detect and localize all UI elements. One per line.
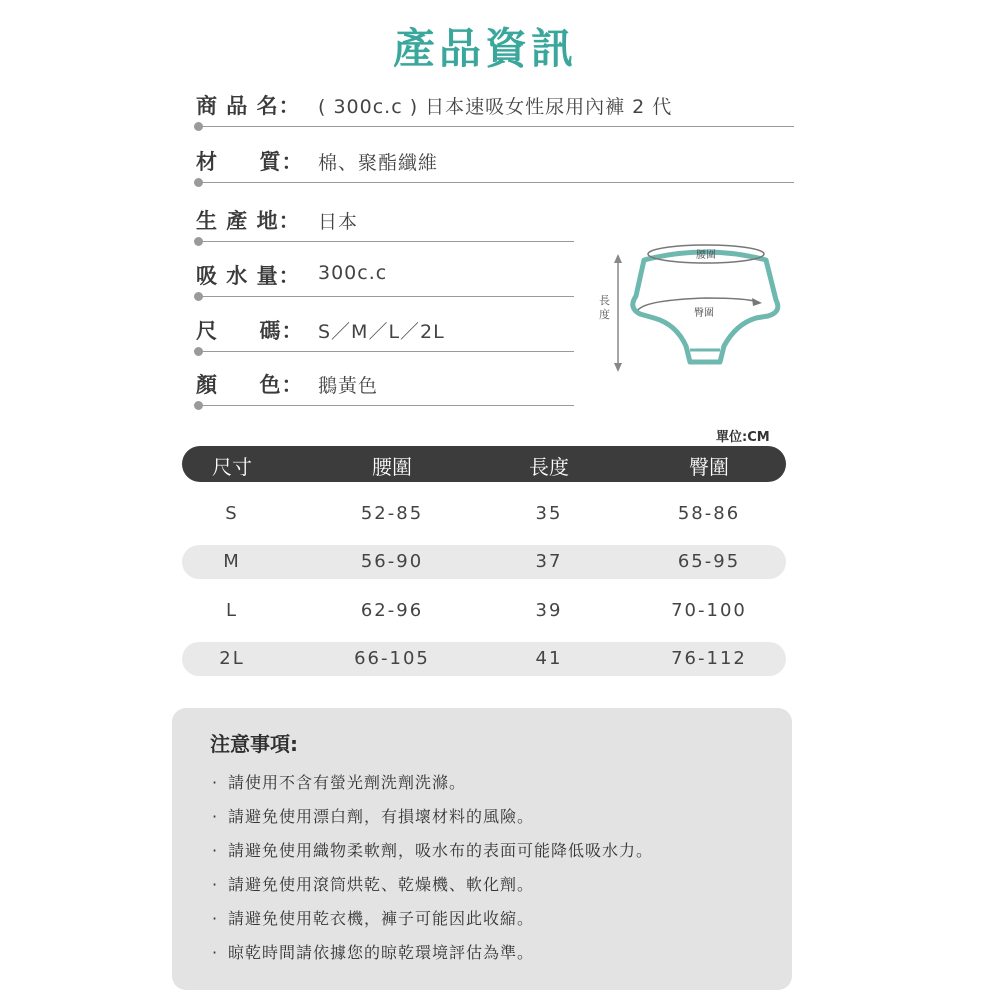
length-cell: 35 [535,503,563,524]
bullet-icon: · [212,943,219,962]
column-header-hip: 臀圍 [689,455,729,479]
bullet-icon: · [212,773,219,792]
divider-line [198,126,794,127]
length-arrow-icon [614,254,622,372]
underwear-outline-icon [633,252,778,362]
hip-cell: 58-86 [677,503,741,524]
hip-label: 臀圍 [694,308,714,319]
list-item [212,804,653,838]
care-notes-panel [172,708,792,990]
info-value: 棉、聚酯纖維 [318,152,439,174]
column-header-size: 尺寸 [212,455,252,479]
hip-cell: 65-95 [677,551,741,572]
list-item [212,872,653,906]
info-value: 鵝黃色 [318,375,379,397]
divider-line [198,241,574,242]
info-value: ( 300c.c ) 日本速吸女性尿用內褲 2 代 [318,96,673,118]
note-text: 請避免使用漂白劑，有損壞材料的風險。 [228,807,535,826]
page-title: 產品資訊 [392,24,577,73]
size-cell: L [225,600,239,621]
divider-line [198,351,574,352]
info-value: 日本 [318,211,359,233]
list-item [212,838,653,872]
table-row [182,642,786,676]
length-label: 長 [599,294,610,307]
bullet-icon: · [212,909,219,928]
waist-cell: 62-96 [360,600,424,621]
divider-line [198,405,574,406]
bullet-icon: · [212,875,219,894]
hip-cell: 70-100 [671,600,747,621]
note-text: 請使用不含有螢光劑洗劑洗滌。 [228,773,467,792]
note-text: 請避免使用滾筒烘乾、乾燥機、軟化劑。 [228,875,535,894]
unit-label: 單位:CM [716,430,770,445]
length-cell: 39 [535,600,563,621]
column-header-length: 長度 [529,455,569,479]
waist-cell: 66-105 [354,648,430,669]
table-row [182,497,786,531]
table-row [182,545,786,579]
note-text: 請避免使用乾衣機，褲子可能因此收縮。 [228,909,535,928]
waist-cell: 56-90 [360,551,424,572]
size-cell: S [225,503,239,524]
info-label: 生 產 地： [196,209,301,233]
size-cell: M [223,551,241,572]
table-row [182,594,786,628]
notes-list [212,770,653,974]
notes-heading: 注意事項: [210,732,298,756]
info-label: 材 質： [196,150,304,174]
underwear-diagram [596,238,796,378]
size-table-header [182,446,786,482]
list-item [212,906,653,940]
divider-line [198,182,794,183]
list-item [212,940,653,974]
size-cell: 2L [219,648,245,669]
waist-label: 腰圍 [696,250,716,261]
note-text: 晾乾時間請依據您的晾乾環境評估為準。 [228,943,535,962]
list-item [212,770,653,804]
divider-line [198,296,574,297]
hip-cell: 76-112 [671,648,747,669]
info-label: 尺 碼： [196,319,304,343]
info-label: 吸 水 量： [196,264,301,288]
info-label: 顏 色： [196,373,304,397]
bullet-icon: · [212,807,219,826]
length-label: 度 [599,308,610,321]
info-label: 商 品 名： [196,94,301,118]
bullet-icon: · [212,841,219,860]
waist-cell: 52-85 [360,503,424,524]
info-value: 300c.c [318,262,388,284]
column-header-waist: 腰圍 [372,455,412,479]
info-value: S／M／L／2L [318,321,445,343]
length-cell: 37 [535,551,563,572]
note-text: 請避免使用織物柔軟劑，吸水布的表面可能降低吸水力。 [228,841,654,860]
length-cell: 41 [535,648,563,669]
